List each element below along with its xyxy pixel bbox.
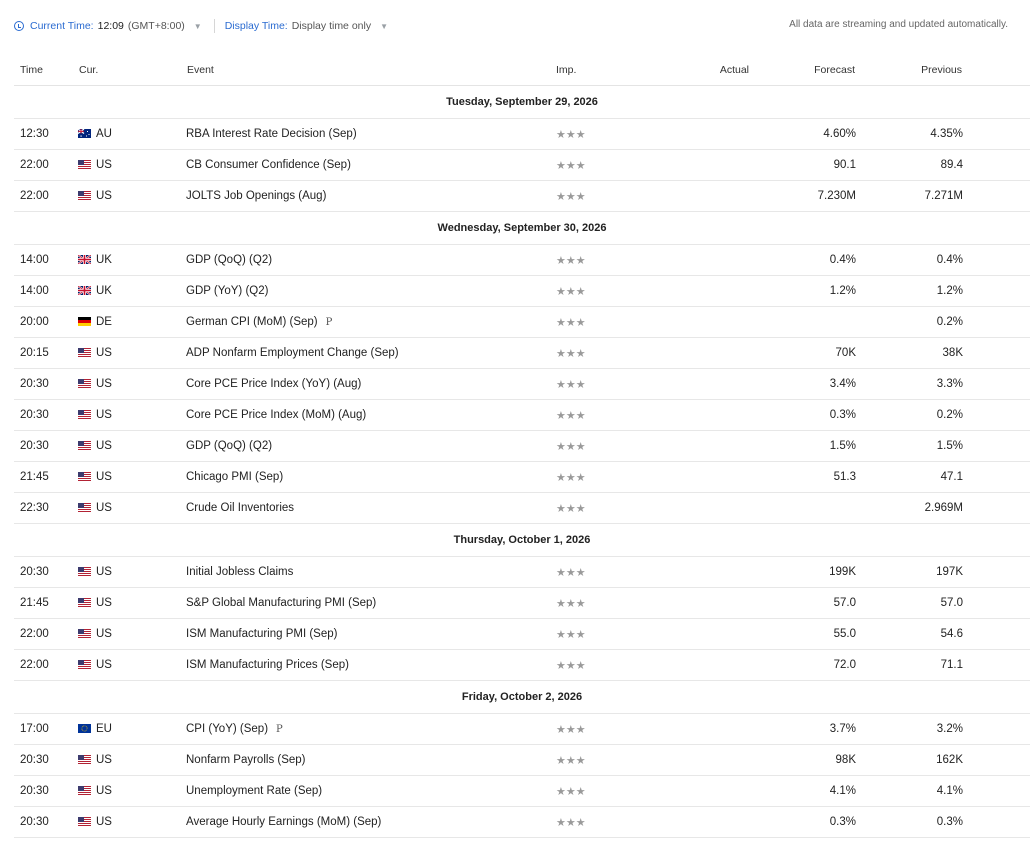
table-row[interactable] — [14, 307, 1030, 338]
row-spacer — [963, 119, 1030, 150]
header-time: Time — [14, 54, 78, 86]
preliminary-release-icon: P — [276, 724, 283, 735]
currency-code: US — [96, 659, 112, 671]
row-spacer — [963, 588, 1030, 619]
currency-code: US — [96, 409, 112, 421]
importance-stars — [555, 400, 648, 431]
event-currency — [78, 619, 186, 650]
event-forecast: 57.0 — [749, 588, 856, 619]
event-actual — [648, 276, 749, 307]
event-previous: 1.2% — [856, 276, 963, 307]
event-previous: 0.2% — [856, 307, 963, 338]
star-rating-icon: ★★★ — [556, 566, 586, 579]
currency-code: US — [96, 378, 112, 390]
event-forecast: 51.3 — [749, 462, 856, 493]
flag-us-icon — [78, 379, 91, 388]
event-title-link[interactable]: GDP (QoQ) (Q2) — [186, 254, 273, 266]
event-actual — [648, 557, 749, 588]
event-time: 20:30 — [14, 431, 78, 462]
flag-uk-icon — [78, 286, 91, 295]
event-name[interactable] — [186, 462, 555, 493]
flag-uk-icon — [78, 255, 91, 264]
row-spacer — [963, 307, 1030, 338]
event-time: 21:45 — [14, 588, 78, 619]
event-actual — [648, 462, 749, 493]
date-header-row — [14, 524, 1030, 557]
importance-stars — [555, 181, 648, 212]
event-title-link[interactable]: CB Consumer Confidence (Sep) — [186, 159, 351, 171]
event-time: 20:30 — [14, 807, 78, 838]
event-actual — [648, 493, 749, 524]
event-title-link[interactable]: S&P Global Manufacturing PMI (Sep) — [186, 597, 377, 609]
event-forecast: 0.3% — [749, 400, 856, 431]
table-row[interactable] — [14, 338, 1030, 369]
event-forecast: 0.3% — [749, 807, 856, 838]
event-forecast: 199K — [749, 557, 856, 588]
event-actual — [648, 619, 749, 650]
event-previous: 4.1% — [856, 776, 963, 807]
event-name[interactable] — [186, 245, 555, 276]
event-currency — [78, 150, 186, 181]
event-title-link[interactable]: Crude Oil Inventories — [186, 502, 295, 514]
importance-stars — [555, 462, 648, 493]
table-row[interactable] — [14, 369, 1030, 400]
star-rating-icon: ★★★ — [556, 190, 586, 203]
calendar-rows — [14, 86, 1030, 838]
table-row[interactable] — [14, 493, 1030, 524]
event-time: 20:30 — [14, 776, 78, 807]
event-title-link[interactable]: Initial Jobless Claims — [186, 566, 294, 578]
event-forecast: 55.0 — [749, 619, 856, 650]
importance-stars — [555, 493, 648, 524]
event-actual — [648, 338, 749, 369]
event-currency — [78, 119, 186, 150]
divider — [214, 19, 215, 33]
header-actual: Actual — [648, 54, 749, 86]
calendar-toolbar — [14, 14, 1010, 38]
economic-calendar-table — [14, 54, 1030, 838]
table-row[interactable] — [14, 400, 1030, 431]
event-previous: 54.6 — [856, 619, 963, 650]
event-name[interactable] — [186, 588, 555, 619]
flag-us-icon — [78, 817, 91, 826]
event-actual — [648, 776, 749, 807]
currency-code: US — [96, 754, 112, 766]
currency-code: US — [96, 566, 112, 578]
event-currency — [78, 276, 186, 307]
event-previous: 0.2% — [856, 400, 963, 431]
event-previous: 4.35% — [856, 119, 963, 150]
event-name[interactable] — [186, 431, 555, 462]
star-rating-icon: ★★★ — [556, 440, 586, 453]
star-rating-icon: ★★★ — [556, 128, 586, 141]
event-title-link[interactable]: RBA Interest Rate Decision (Sep) — [186, 128, 357, 140]
current-time-value: 12:09 — [97, 20, 124, 32]
event-actual — [648, 150, 749, 181]
event-currency — [78, 557, 186, 588]
flag-us-icon — [78, 472, 91, 481]
row-spacer — [963, 181, 1030, 212]
importance-stars — [555, 714, 648, 745]
flag-us-icon — [78, 348, 91, 357]
table-row[interactable] — [14, 181, 1030, 212]
table-row[interactable] — [14, 807, 1030, 838]
event-name[interactable] — [186, 745, 555, 776]
importance-stars — [555, 776, 648, 807]
event-forecast: 0.4% — [749, 245, 856, 276]
currency-code: US — [96, 471, 112, 483]
event-time: 17:00 — [14, 714, 78, 745]
event-previous: 71.1 — [856, 650, 963, 681]
flag-us-icon — [78, 786, 91, 795]
event-name[interactable] — [186, 307, 555, 338]
event-currency — [78, 714, 186, 745]
flag-us-icon — [78, 503, 91, 512]
flag-us-icon — [78, 441, 91, 450]
event-forecast: 1.5% — [749, 431, 856, 462]
display-time-label: Display Time: — [224, 20, 288, 32]
event-forecast: 3.7% — [749, 714, 856, 745]
flag-us-icon — [78, 567, 91, 576]
event-forecast: 90.1 — [749, 150, 856, 181]
star-rating-icon: ★★★ — [556, 159, 586, 172]
currency-code: DE — [96, 316, 112, 328]
event-title-link[interactable]: CPI (YoY) (Sep) — [186, 723, 269, 735]
row-spacer — [963, 150, 1030, 181]
star-rating-icon: ★★★ — [556, 347, 586, 360]
event-title-link[interactable]: JOLTS Job Openings (Aug) — [186, 190, 327, 202]
event-name[interactable] — [186, 338, 555, 369]
event-actual — [648, 181, 749, 212]
table-row[interactable] — [14, 745, 1030, 776]
timezone-chevron-down-icon[interactable]: ▼ — [193, 21, 202, 31]
event-actual — [648, 714, 749, 745]
date-header-row — [14, 212, 1030, 245]
event-title-link[interactable]: GDP (QoQ) (Q2) — [186, 440, 273, 452]
event-previous: 197K — [856, 557, 963, 588]
row-spacer — [963, 557, 1030, 588]
event-currency — [78, 338, 186, 369]
flag-de-icon — [78, 317, 91, 326]
row-spacer — [963, 369, 1030, 400]
event-forecast: 4.1% — [749, 776, 856, 807]
event-currency — [78, 245, 186, 276]
date-header-row — [14, 681, 1030, 714]
importance-stars — [555, 431, 648, 462]
event-time: 20:00 — [14, 307, 78, 338]
table-row[interactable] — [14, 557, 1030, 588]
table-row[interactable] — [14, 462, 1030, 493]
event-previous: 38K — [856, 338, 963, 369]
row-spacer — [963, 276, 1030, 307]
header-currency: Cur. — [78, 54, 186, 86]
event-time: 22:30 — [14, 493, 78, 524]
header-spacer — [963, 54, 1030, 86]
currency-code: AU — [96, 128, 112, 140]
event-previous: 162K — [856, 745, 963, 776]
importance-stars — [555, 369, 648, 400]
event-forecast: 4.60% — [749, 119, 856, 150]
event-forecast: 7.230M — [749, 181, 856, 212]
event-forecast: 3.4% — [749, 369, 856, 400]
currency-code: US — [96, 597, 112, 609]
event-previous: 2.969M — [856, 493, 963, 524]
event-name[interactable] — [186, 776, 555, 807]
event-actual — [648, 588, 749, 619]
header-event: Event — [186, 54, 555, 86]
event-currency — [78, 588, 186, 619]
importance-stars — [555, 338, 648, 369]
row-spacer — [963, 619, 1030, 650]
event-title-link[interactable]: Average Hourly Earnings (MoM) (Sep) — [186, 816, 382, 828]
table-row[interactable] — [14, 776, 1030, 807]
event-time: 22:00 — [14, 150, 78, 181]
flag-us-icon — [78, 191, 91, 200]
star-rating-icon: ★★★ — [556, 723, 586, 736]
currency-code: UK — [96, 254, 112, 266]
event-name[interactable] — [186, 650, 555, 681]
currency-code: US — [96, 785, 112, 797]
star-rating-icon: ★★★ — [556, 659, 586, 672]
currency-code: US — [96, 502, 112, 514]
event-actual — [648, 119, 749, 150]
star-rating-icon: ★★★ — [556, 471, 586, 484]
event-name[interactable] — [186, 369, 555, 400]
event-time: 22:00 — [14, 619, 78, 650]
event-name[interactable] — [186, 181, 555, 212]
event-actual — [648, 369, 749, 400]
importance-stars — [555, 807, 648, 838]
importance-stars — [555, 276, 648, 307]
currency-code: US — [96, 159, 112, 171]
flag-eu-icon — [78, 724, 91, 733]
table-row[interactable] — [14, 431, 1030, 462]
event-previous: 89.4 — [856, 150, 963, 181]
event-time: 22:00 — [14, 650, 78, 681]
flag-us-icon — [78, 598, 91, 607]
event-title-link[interactable]: Core PCE Price Index (YoY) (Aug) — [186, 378, 362, 390]
event-currency — [78, 650, 186, 681]
table-header-row — [14, 54, 1030, 86]
importance-stars — [555, 745, 648, 776]
flag-us-icon — [78, 660, 91, 669]
event-currency — [78, 493, 186, 524]
event-name[interactable] — [186, 619, 555, 650]
event-title-link[interactable]: ADP Nonfarm Employment Change (Sep) — [186, 347, 399, 359]
row-spacer — [963, 714, 1030, 745]
event-title-link[interactable]: German CPI (MoM) (Sep) — [186, 316, 318, 328]
event-previous: 0.3% — [856, 807, 963, 838]
importance-stars — [555, 119, 648, 150]
event-currency — [78, 369, 186, 400]
importance-stars — [555, 619, 648, 650]
table-row[interactable] — [14, 150, 1030, 181]
event-actual — [648, 431, 749, 462]
event-forecast: 70K — [749, 338, 856, 369]
star-rating-icon: ★★★ — [556, 502, 586, 515]
event-forecast: 1.2% — [749, 276, 856, 307]
event-time: 22:00 — [14, 181, 78, 212]
flag-us-icon — [78, 410, 91, 419]
star-rating-icon: ★★★ — [556, 785, 586, 798]
event-time: 14:00 — [14, 276, 78, 307]
star-rating-icon: ★★★ — [556, 378, 586, 391]
event-previous: 7.271M — [856, 181, 963, 212]
importance-stars — [555, 588, 648, 619]
currency-code: US — [96, 816, 112, 828]
header-importance: Imp. — [555, 54, 648, 86]
event-actual — [648, 400, 749, 431]
event-actual — [648, 745, 749, 776]
table-row[interactable] — [14, 714, 1030, 745]
row-spacer — [963, 745, 1030, 776]
streaming-note: All data are streaming and updated automatically. — [789, 19, 1008, 30]
event-currency — [78, 307, 186, 338]
currency-code: US — [96, 628, 112, 640]
event-forecast — [749, 307, 856, 338]
event-title-link[interactable]: Nonfarm Payrolls (Sep) — [186, 754, 306, 766]
preliminary-release-icon: P — [325, 317, 333, 328]
row-spacer — [963, 338, 1030, 369]
event-forecast: 72.0 — [749, 650, 856, 681]
event-currency — [78, 431, 186, 462]
date-label: Wednesday, September 30, 2026 — [14, 212, 1030, 245]
event-time: 20:30 — [14, 369, 78, 400]
date-label: Tuesday, September 29, 2026 — [14, 86, 1030, 119]
clock-icon — [14, 21, 24, 31]
display-time-chevron-down-icon[interactable]: ▼ — [380, 21, 389, 31]
row-spacer — [963, 245, 1030, 276]
event-previous: 1.5% — [856, 431, 963, 462]
star-rating-icon: ★★★ — [556, 628, 586, 641]
event-time: 20:30 — [14, 400, 78, 431]
event-currency — [78, 745, 186, 776]
table-row[interactable] — [14, 119, 1030, 150]
event-previous: 47.1 — [856, 462, 963, 493]
importance-stars — [555, 650, 648, 681]
star-rating-icon: ★★★ — [556, 316, 586, 329]
flag-us-icon — [78, 629, 91, 638]
currency-code: UK — [96, 285, 112, 297]
event-actual — [648, 307, 749, 338]
table-row[interactable] — [14, 588, 1030, 619]
event-forecast — [749, 493, 856, 524]
event-currency — [78, 462, 186, 493]
event-name[interactable] — [186, 119, 555, 150]
event-name[interactable] — [186, 807, 555, 838]
current-time-label: Current Time: — [30, 20, 94, 32]
timezone-value: (GMT+8:00) — [127, 20, 185, 32]
row-spacer — [963, 431, 1030, 462]
event-time: 20:30 — [14, 557, 78, 588]
event-name[interactable] — [186, 557, 555, 588]
event-currency — [78, 400, 186, 431]
event-forecast: 98K — [749, 745, 856, 776]
currency-code: US — [96, 347, 112, 359]
importance-stars — [555, 245, 648, 276]
event-time: 12:30 — [14, 119, 78, 150]
event-previous: 3.2% — [856, 714, 963, 745]
event-time: 14:00 — [14, 245, 78, 276]
flag-us-icon — [78, 160, 91, 169]
row-spacer — [963, 776, 1030, 807]
event-previous: 0.4% — [856, 245, 963, 276]
currency-code: US — [96, 440, 112, 452]
event-title-link[interactable]: Unemployment Rate (Sep) — [186, 785, 323, 797]
star-rating-icon: ★★★ — [556, 597, 586, 610]
event-actual — [648, 807, 749, 838]
row-spacer — [963, 650, 1030, 681]
event-time: 20:30 — [14, 745, 78, 776]
event-time: 20:15 — [14, 338, 78, 369]
event-name[interactable] — [186, 493, 555, 524]
display-time-select[interactable]: Display time only — [291, 20, 372, 32]
currency-code: EU — [96, 723, 112, 735]
event-title-link[interactable]: ISM Manufacturing PMI (Sep) — [186, 628, 338, 640]
event-currency — [78, 181, 186, 212]
event-title-link[interactable]: Core PCE Price Index (MoM) (Aug) — [186, 409, 367, 421]
event-name[interactable] — [186, 276, 555, 307]
date-label: Friday, October 2, 2026 — [14, 681, 1030, 714]
header-previous: Previous — [856, 54, 963, 86]
star-rating-icon: ★★★ — [556, 816, 586, 829]
row-spacer — [963, 462, 1030, 493]
time-settings — [14, 19, 388, 33]
date-header-row — [14, 86, 1030, 119]
event-name[interactable] — [186, 714, 555, 745]
table-row[interactable] — [14, 276, 1030, 307]
event-time: 21:45 — [14, 462, 78, 493]
table-row[interactable] — [14, 650, 1030, 681]
row-spacer — [963, 493, 1030, 524]
event-previous: 57.0 — [856, 588, 963, 619]
row-spacer — [963, 400, 1030, 431]
event-currency — [78, 807, 186, 838]
event-previous: 3.3% — [856, 369, 963, 400]
event-title-link[interactable]: ISM Manufacturing Prices (Sep) — [186, 659, 349, 671]
header-forecast: Forecast — [749, 54, 856, 86]
importance-stars — [555, 307, 648, 338]
event-name[interactable] — [186, 150, 555, 181]
flag-au-icon — [78, 129, 91, 138]
table-row[interactable] — [14, 619, 1030, 650]
event-currency — [78, 776, 186, 807]
star-rating-icon: ★★★ — [556, 409, 586, 422]
event-name[interactable] — [186, 400, 555, 431]
table-row[interactable] — [14, 245, 1030, 276]
star-rating-icon: ★★★ — [556, 285, 586, 298]
star-rating-icon: ★★★ — [556, 254, 586, 267]
event-title-link[interactable]: Chicago PMI (Sep) — [186, 471, 284, 483]
event-title-link[interactable]: GDP (YoY) (Q2) — [186, 285, 269, 297]
event-actual — [648, 650, 749, 681]
importance-stars — [555, 557, 648, 588]
importance-stars — [555, 150, 648, 181]
row-spacer — [963, 807, 1030, 838]
currency-code: US — [96, 190, 112, 202]
event-actual — [648, 245, 749, 276]
star-rating-icon: ★★★ — [556, 754, 586, 767]
date-label: Thursday, October 1, 2026 — [14, 524, 1030, 557]
flag-us-icon — [78, 755, 91, 764]
